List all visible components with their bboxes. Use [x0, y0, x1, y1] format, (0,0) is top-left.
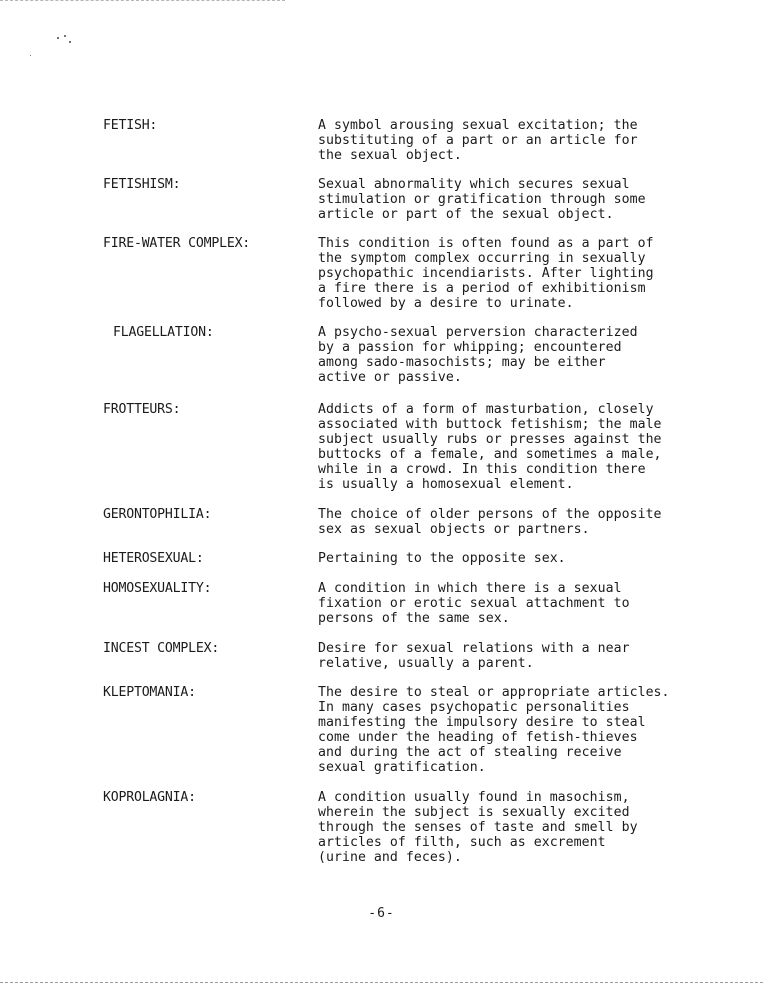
- glossary-definition: A condition usually found in masochism, wherein the subject is sexually excited through the senses of taste and smell by articles of filth, such as excrement (urine and feces).: [318, 790, 638, 865]
- glossary-term: FROTTEURS:: [103, 402, 181, 417]
- page-number: -6-: [368, 906, 395, 921]
- glossary-term: HETEROSEXUAL:: [103, 551, 204, 566]
- glossary-term: INCEST COMPLEX:: [103, 641, 220, 656]
- glossary-definition: Desire for sexual relations with a near relative, usually a parent.: [318, 641, 630, 671]
- glossary-definition: The choice of older persons of the opposite sex as sexual objects or partners.: [318, 507, 662, 537]
- glossary-term: FETISHISM:: [103, 177, 181, 192]
- glossary-definition: This condition is often found as a part of the symptom complex occurring in sexually psychopathic incendiarists. After lighting a fire there is a period of exhibitionism followed by a desire to urinate.: [318, 236, 654, 311]
- bottom-dashed-rule: [0, 982, 763, 983]
- glossary-definition: A psycho-sexual perversion characterized by a passion for whipping; encountered among sado-masochists; may be either active or passive.: [318, 325, 638, 385]
- glossary-term: GERONTOPHILIA:: [103, 507, 212, 522]
- glossary-definition: A symbol arousing sexual excitation; the substituting of a part or an article for the sexual object.: [318, 118, 638, 163]
- glossary-term: FIRE-WATER COMPLEX:: [103, 236, 251, 251]
- glossary-term: FLAGELLATION:: [113, 325, 214, 340]
- glossary-definition: Pertaining to the opposite sex.: [318, 551, 566, 566]
- glossary-term: KLEPTOMANIA:: [103, 685, 196, 700]
- glossary-definition: Addicts of a form of masturbation, closely associated with buttock fetishism; the male subject usually rubs or presses against the buttocks of a female, and sometimes a male, while in a crowd. In this condition there is usually a homosexual element.: [318, 402, 662, 492]
- glossary-term: KOPROLAGNIA:: [103, 790, 196, 805]
- glossary-term: HOMOSEXUALITY:: [103, 581, 212, 596]
- glossary-definition: The desire to steal or appropriate articles. In many cases psychopatic personalities manifesting the impulsory desire to steal come under the heading of fetish-thieves and during the act of stealing receive sexual gratification.: [318, 685, 670, 775]
- glossary-definition: Sexual abnormality which secures sexual stimulation or gratification through some article or part of the sexual object.: [318, 177, 646, 222]
- glossary-definition: A condition in which there is a sexual fixation or erotic sexual attachment to persons of the same sex.: [318, 581, 630, 626]
- glossary-term: FETISH:: [103, 118, 158, 133]
